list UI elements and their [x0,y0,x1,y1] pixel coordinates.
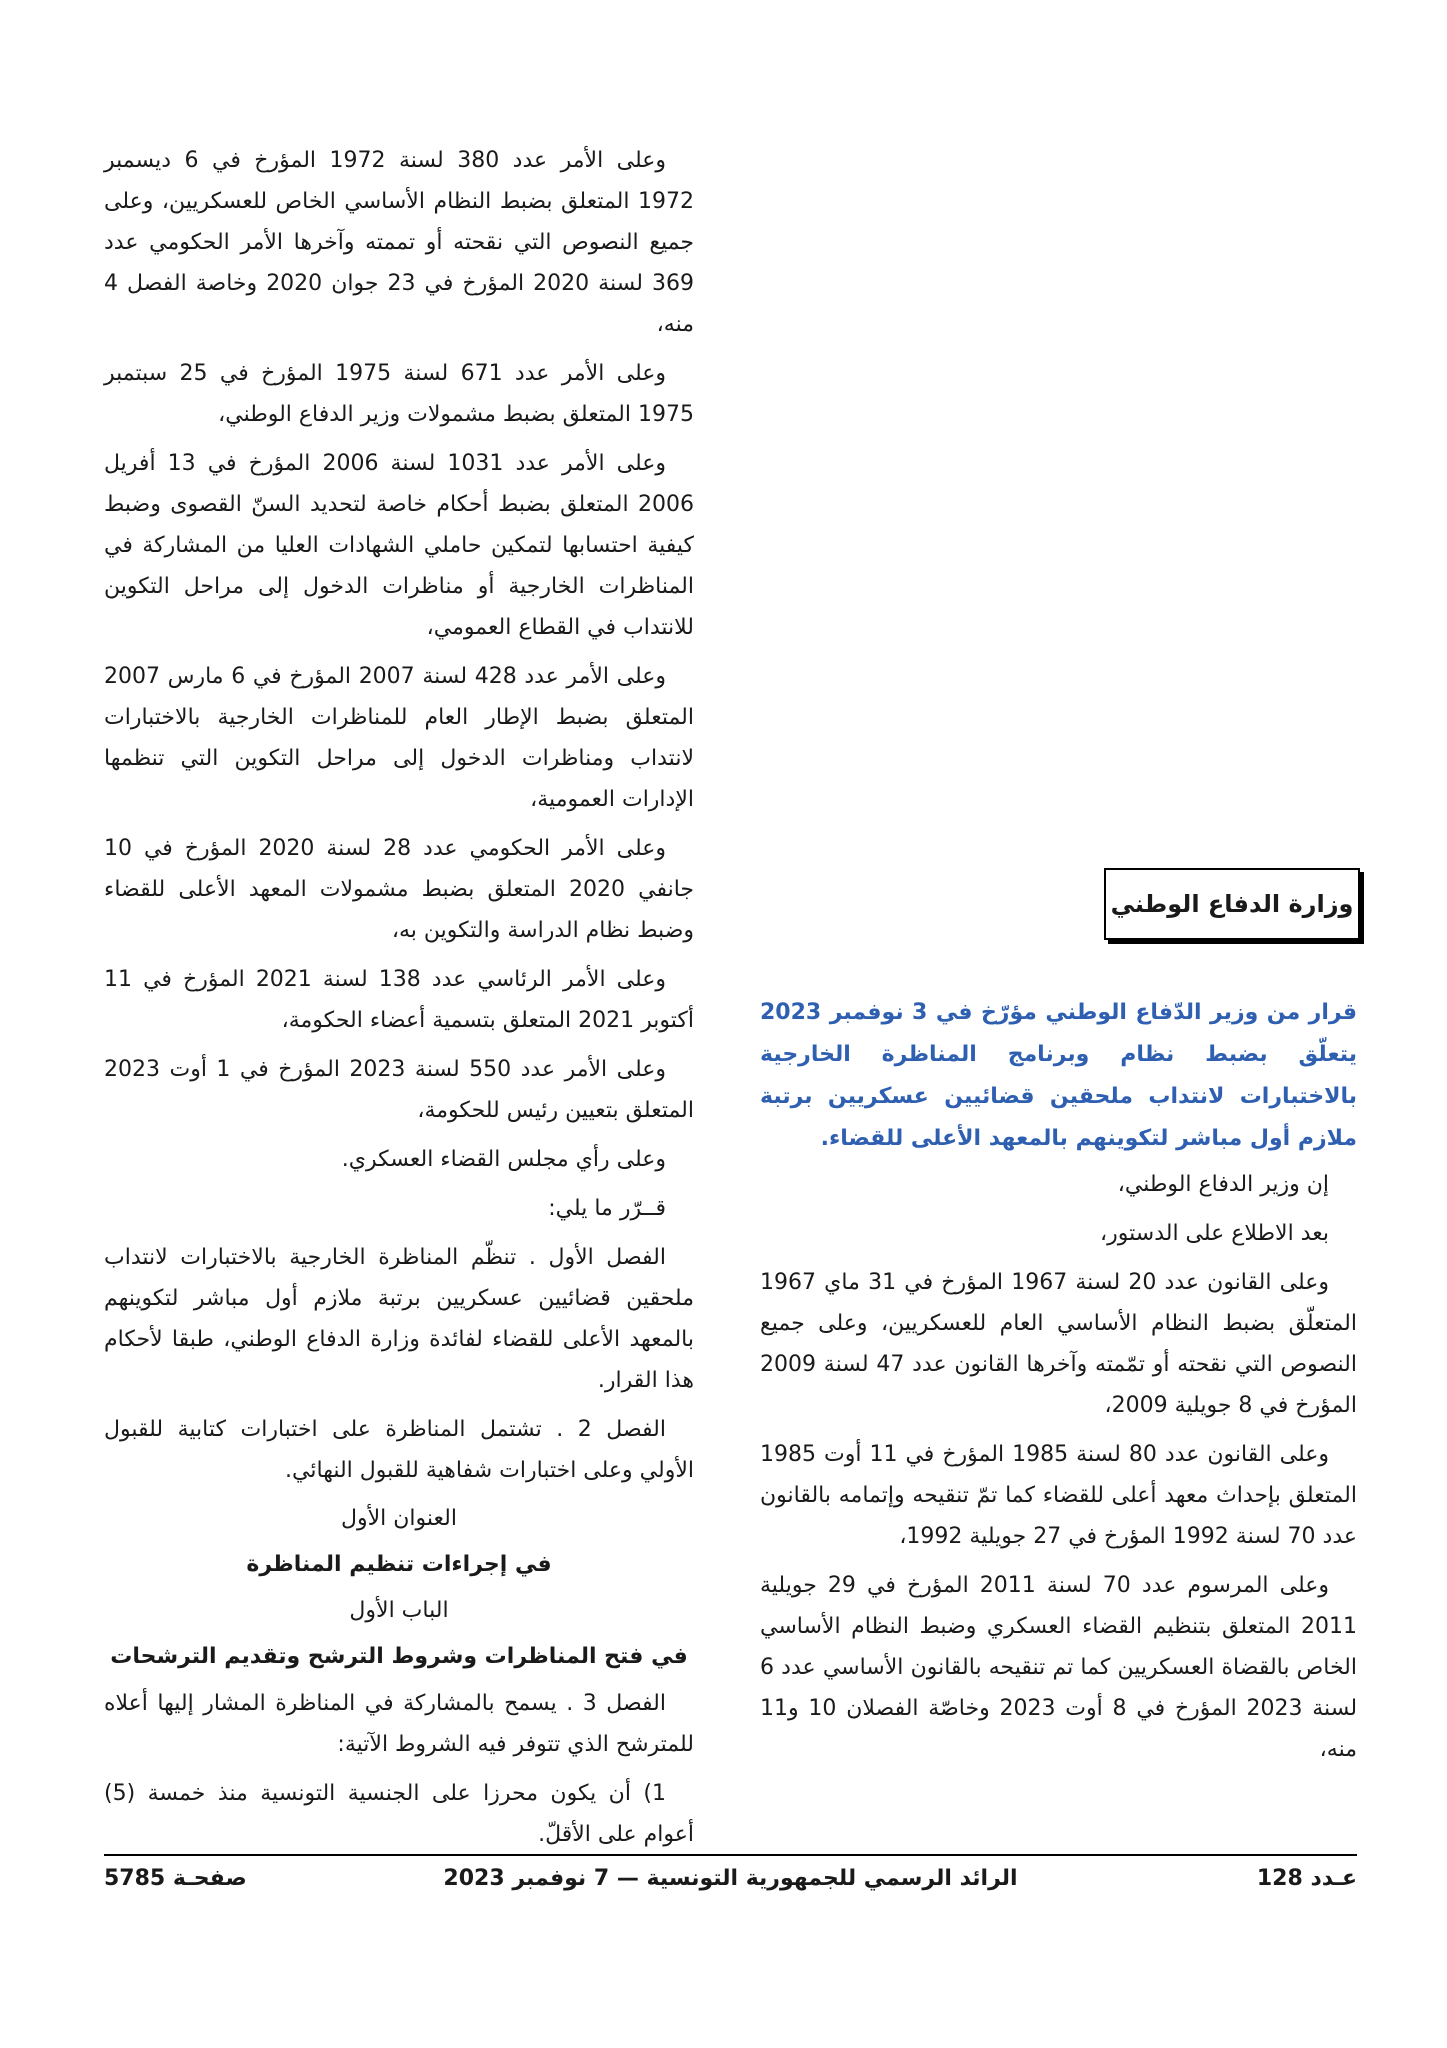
paragraph: وعلى القانون عدد 20 لسنة 1967 المؤرخ في 31 ماي 1967 المتعلّق بضبط النظام الأساسي العام للعسكريين، وعلى جميع النصوص التي نقحته أو تمّمته وآخرها القانون عدد 47 لسنة 2009 المؤرخ في 8 جويلية 2009، [760,1270,1357,1418]
footer-rule [104,1854,1357,1856]
paragraph: وعلى الأمر عدد 550 لسنة 2023 المؤرخ في 1 أوت 2023 المتعلق بتعيين رئيس للحكومة، [104,1057,694,1123]
chapter-heading: الباب الأول [349,1598,449,1623]
paragraph: وعلى المرسوم عدد 70 لسنة 2011 المؤرخ في 29 جويلية 2011 المتعلق بتنظيم القضاء العسكري وضبط النظام الأساسي الخاص بالقضاة العسكريين كما تم تنقيحه بالقانون الأساسي عدد 6 لسنة 2023 المؤرخ في 8 أوت 2023 وخاصّة الفصلان 10 و11 منه، [760,1573,1358,1762]
title-subheading: في إجراءات تنظيم المناظرة [246,1552,552,1577]
paragraph: إن وزير الدفاع الوطني، [1117,1172,1329,1197]
paragraph: وعلى الأمر عدد 1031 لسنة 2006 المؤرخ في 13 أفريل 2006 المتعلق بضبط أحكام خاصة لتحديد السنّ القصوى وضبط كيفية احتسابها لتمكين حاملي الشهادات العليا من المشاركة في المناظرات الخارجية أو مناظرات الدخول إلى مراحل التكوين للانتداب في القطاع العمومي، [104,451,694,640]
paragraph: وعلى رأي مجلس القضاء العسكري. [341,1147,666,1172]
page-number: صفحـة 5785 [104,1866,247,1891]
decree-title: قرار من وزير الدّفاع الوطني مؤرّخ في 3 نوفمبر 2023 يتعلّق بضبط نظام وبرنامج المناظرة الخارجية بالاختبارات لانتداب ملحقين قضائيين عسكريين برتبة ملازم أول مباشر لتكوينهم بالمعهد الأعلى للقضاء. [760,1000,1357,1151]
chapter-subheading: في فتح المناظرات وشروط الترشح وتقديم الترشحات [110,1644,688,1669]
article-2: الفصل 2 . تشتمل المناظرة على اختبارات كتابية للقبول الأولي وعلى اختبارات شفاهية للقبول النهائي. [104,1417,694,1483]
paragraph: وعلى الأمر عدد 428 لسنة 2007 المؤرخ في 6 مارس 2007 المتعلق بضبط الإطار العام للمناظرات الخارجية بالاختبارات لانتداب ومناظرات الدخول إلى مراحل التكوين التي تنظمها الإدارات العمومية، [104,664,694,812]
paragraph: وعلى الأمر عدد 671 لسنة 1975 المؤرخ في 25 سبتمبر 1975 المتعلق بضبط مشمولات وزير الدفاع الوطني، [104,361,694,427]
left-column [104,140,694,1863]
paragraph: بعد الاطلاع على الدستور، [1100,1221,1329,1246]
article-1: الفصل الأول . تنظّم المناظرة الخارجية بالاختبارات لانتداب ملحقين قضائيين عسكريين برتبة ملازم أول مباشر لتكوينهم بالمعهد الأعلى للقضاء لفائدة وزارة الدفاع الوطني، طبقا لأحكام هذا القرار. [104,1245,694,1393]
article-3: الفصل 3 . يسمح بالمشاركة في المناظرة المشار إليها أعلاه للمترشح الذي تتوفر فيه الشروط الآتية: [104,1691,694,1757]
title-heading: العنوان الأول [341,1506,457,1531]
paragraph: وعلى القانون عدد 80 لسنة 1985 المؤرخ في 11 أوت 1985 المتعلق بإحداث معهد أعلى للقضاء كما تمّ تنقيحه وإتمامه بالقانون عدد 70 لسنة 1992 المؤرخ في 27 جويلية 1992، [760,1442,1357,1549]
paragraph: وعلى الأمر الحكومي عدد 28 لسنة 2020 المؤرخ في 10 جانفي 2020 المتعلق بضبط مشمولات المعهد الأعلى للقضاء وضبط نظام الدراسة والتكوين به، [104,836,694,943]
paragraph: وعلى الأمر عدد 380 لسنة 1972 المؤرخ في 6 ديسمبر 1972 المتعلق بضبط النظام الأساسي الخاص للعسكريين، وعلى جميع النصوص التي نقحته أو تممته وآخرها الأمر الحكومي عدد 369 لسنة 2020 المؤرخ في 23 جوان 2020 وخاصة الفصل 4 منه، [104,148,694,337]
paragraph: قــرّر ما يلي: [548,1196,666,1221]
journal-title: الرائد الرسمي للجمهورية التونسية — 7 نوفمبر 2023 [443,1866,1018,1891]
ministry-label: وزارة الدفاع الوطني [1104,868,1360,940]
issue-number: عـدد 128 [1256,1866,1357,1891]
page-footer [104,1866,1357,1906]
condition-1: 1) أن يكون محرزا على الجنسية التونسية منذ خمسة (5) أعوام على الأقلّ. [104,1781,694,1847]
paragraph: وعلى الأمر الرئاسي عدد 138 لسنة 2021 المؤرخ في 11 أكتوبر 2021 المتعلق بتسمية أعضاء الحكومة، [104,967,694,1033]
right-column [760,1164,1357,1778]
